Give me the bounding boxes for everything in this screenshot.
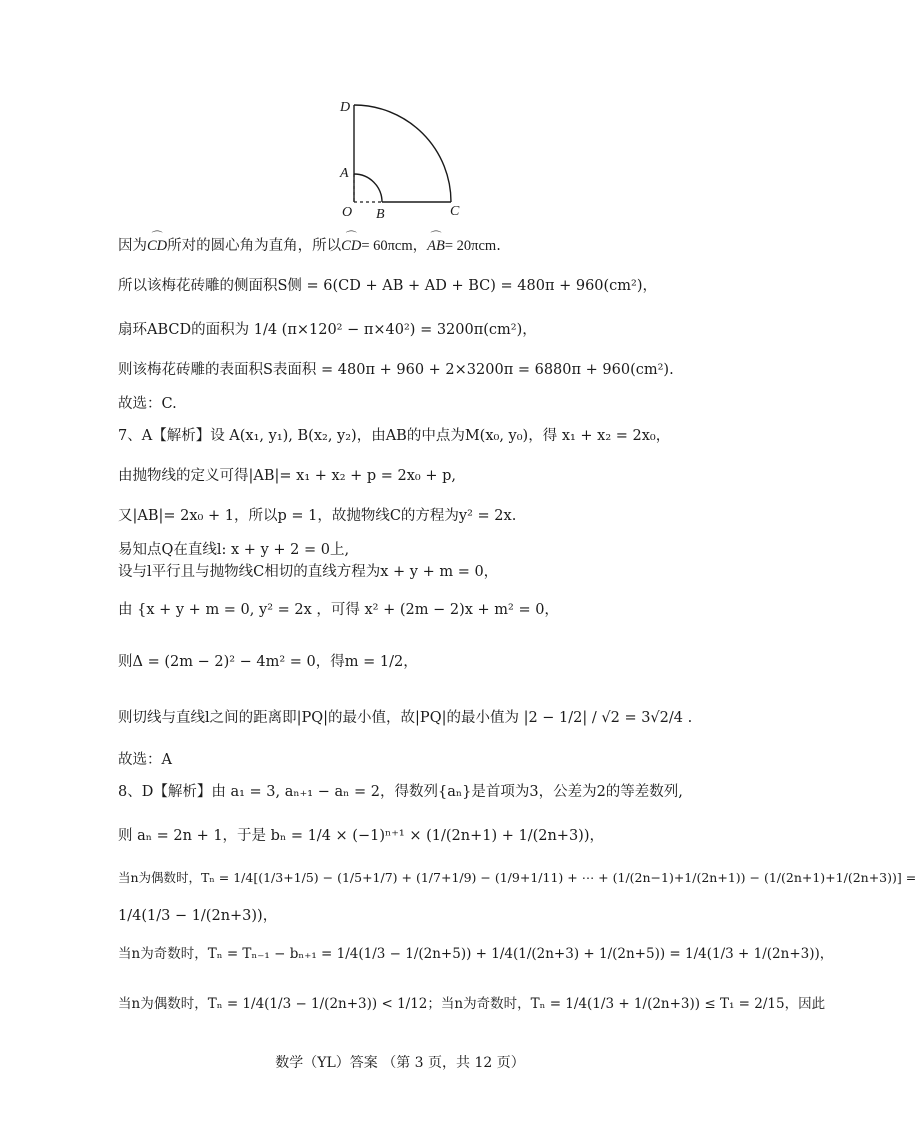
line-5: 故选：C. — [118, 396, 177, 412]
line-10: 设与l平行且与抛物线C相切的直线方程为x + y + m = 0， — [118, 564, 499, 580]
label-B: B — [376, 207, 385, 222]
line-19: 当n为奇数时，Tₙ = Tₙ₋₁ − bₙ₊₁ = 1/4(1/3 − 1/(2n+5)) + 1/4(1/(2n+3) + 1/(2n+5)) = 1/4(1/3 + 1/(2n+3))， — [118, 946, 834, 962]
label-D: D — [340, 100, 351, 115]
line-11: 由 {x + y + m = 0, y² = 2x ，可得 x² + (2m − 2)x + m² = 0， — [118, 602, 559, 618]
line-17: 当n为偶数时，Tₙ = 1/4[(1/3+1/5) − (1/5+1/7) + (1/7+1/9) − (1/9+1/11) + ⋯ + (1/(2n−1)+1/(2n+1)) − (1/(2n+1)+1/(2n+3))] = — [118, 870, 916, 885]
line-8: 又|AB|= 2x₀ + 1，所以p = 1，故抛物线C的方程为y² = 2x. — [118, 508, 517, 524]
arc-ab-label: ⌒ AB — [427, 236, 445, 256]
label-C: C — [450, 204, 460, 219]
arc-cd-label: ⌒ CD — [147, 236, 167, 256]
arc-CD — [354, 105, 451, 202]
l1-eq2: = 20πcm — [444, 238, 497, 254]
l1-comma: ， — [412, 238, 428, 254]
line-2: 所以该梅花砖雕的侧面积S侧 = 6(CD + AB + AD + BC) = 480π + 960(cm²)， — [118, 278, 658, 294]
label-O: O — [342, 205, 353, 220]
line-13: 则切线与直线l之间的距离即|PQ|的最小值，故|PQ|的最小值为 |2 − 1/2| / √2 = 3√2/4 . — [118, 710, 693, 726]
line-7: 由抛物线的定义可得|AB|= x₁ + x₂ + p = 2x₀ + p, — [118, 468, 456, 484]
page-footer: 数学（YL）答案 （第 3 页，共 12 页） — [275, 1055, 525, 1071]
label-A: A — [340, 166, 349, 181]
line-6: 7、A【解析】设 A(x₁, y₁), B(x₂, y₂)，由AB的中点为M(x₀, y₀)，得 x₁ + x₂ = 2x₀， — [118, 428, 671, 444]
line-18: 1/4(1/3 − 1/(2n+3))， — [118, 908, 278, 924]
line-15: 8、D【解析】由 a₁ = 3, aₙ₊₁ − aₙ = 2，得数列{aₙ}是首项为3，公差为2的等差数列, — [118, 784, 683, 800]
arc-AB — [354, 174, 382, 202]
line-14: 故选：A — [118, 752, 172, 768]
line-9: 易知点Q在直线l: x + y + 2 = 0上, — [118, 542, 350, 558]
line-20: 当n为偶数时，Tₙ = 1/4(1/3 − 1/(2n+3)) < 1/12；当n为奇数时，Tₙ = 1/4(1/3 + 1/(2n+3)) ≤ T₁ = 2/15，因此 — [118, 996, 826, 1012]
quarter-annulus-figure — [330, 95, 480, 220]
line-1 — [118, 236, 501, 256]
l1-end: . — [496, 238, 501, 254]
l1-prefix: 因为 — [118, 238, 147, 254]
line-16: 则 aₙ = 2n + 1，于是 bₙ = 1/4 × (−1)ⁿ⁺¹ × (1/(2n+1) + 1/(2n+3))， — [118, 828, 604, 844]
line-3: 扇环ABCD的面积为 1/4 (π×120² − π×40²) = 3200π(cm²)， — [118, 322, 537, 338]
l1-eq1: = 60πcm — [361, 238, 413, 254]
line-12: 则Δ = (2m − 2)² − 4m² = 0，得m = 1/2， — [118, 654, 418, 670]
arc-cd-label-2: ⌒ CD — [341, 236, 361, 256]
l1-mid: 所对的圆心角为直角，所以 — [167, 238, 342, 254]
line-4: 则该梅花砖雕的表面积S表面积 = 480π + 960 + 2×3200π = 6880π + 960(cm²). — [118, 362, 674, 378]
